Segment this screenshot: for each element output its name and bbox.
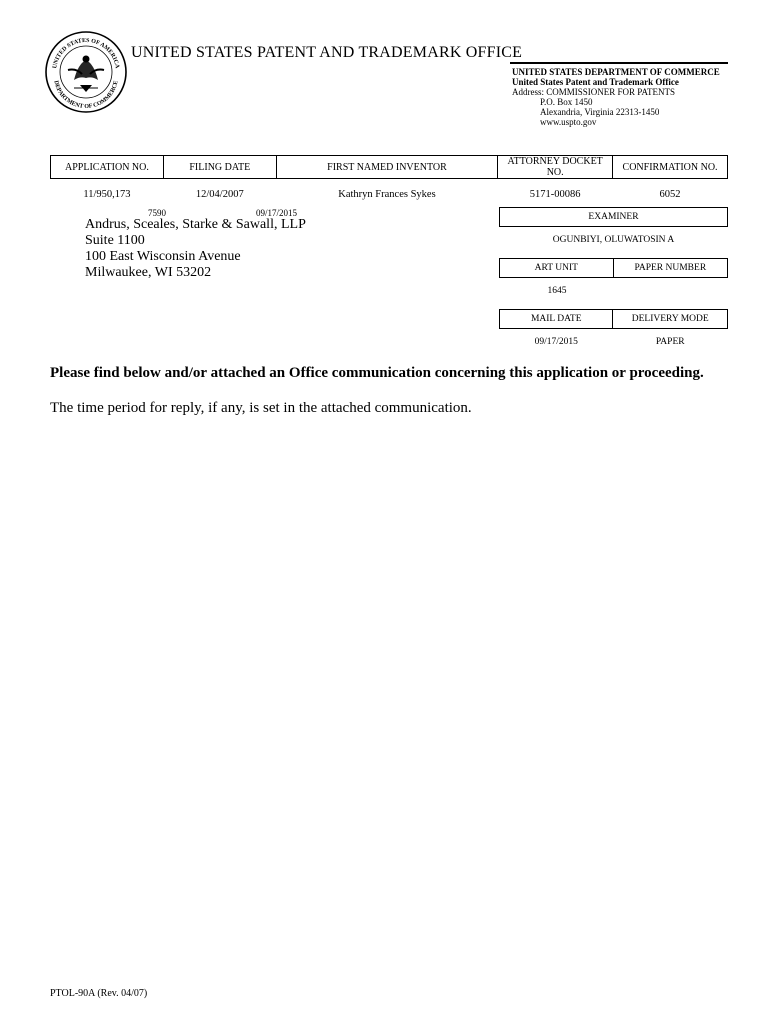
department-address-block xyxy=(512,67,720,127)
header-attorney-docket-no: ATTORNEY DOCKET NO. xyxy=(498,156,613,179)
examiner-header: EXAMINER xyxy=(500,208,728,227)
paper-number-header: PAPER NUMBER xyxy=(613,259,727,278)
art-unit-header: ART UNIT xyxy=(500,259,614,278)
office-communication-notice: Please find below and/or attached an Office communication concerning this application or proceeding. xyxy=(50,365,704,381)
first-named-inventor: Kathryn Frances Sykes xyxy=(338,188,436,200)
agency-name: United States Patent and Trademark Office xyxy=(512,77,679,87)
mail-date-box xyxy=(499,309,728,352)
application-table-value-row xyxy=(51,179,728,207)
address-suite: Suite 1100 xyxy=(85,233,145,248)
seal-ring-text-bottom: DEPARTMENT OF COMMERCE xyxy=(52,80,120,111)
address-street: 100 East Wisconsin Avenue xyxy=(85,249,241,264)
paper-number-value xyxy=(613,278,727,302)
header-application-no: APPLICATION NO. xyxy=(51,156,164,179)
application-table xyxy=(50,155,728,206)
address-city: Milwaukee, WI 53202 xyxy=(85,265,212,280)
form-id: PTOL-90A (Rev. 04/07) xyxy=(50,988,148,999)
delivery-mode-value: PAPER xyxy=(655,337,685,347)
address-label: Address: xyxy=(512,87,544,97)
confirmation-no: 6052 xyxy=(659,188,681,200)
correspondence-address xyxy=(85,217,306,281)
department-name: UNITED STATES DEPARTMENT OF COMMERCE xyxy=(512,67,720,77)
application-no: 11/950,173 xyxy=(83,188,131,200)
mail-date-header: MAIL DATE xyxy=(500,310,613,329)
correspondence-date: 09/17/2015 xyxy=(256,208,298,218)
address-line-3: Alexandria, Virginia 22313-1450 xyxy=(540,107,660,117)
header-first-named-inventor: FIRST NAMED INVENTOR xyxy=(276,156,498,179)
seal-ring-text-top: UNITED STATES OF AMERICA xyxy=(52,37,120,69)
application-table-header-row xyxy=(51,156,728,179)
reply-period-text: The time period for reply, if any, is set in the attached communication. xyxy=(50,400,472,416)
delivery-mode-header: DELIVERY MODE xyxy=(613,310,728,329)
uspto-seal-icon xyxy=(44,30,128,114)
art-unit-value: 1645 xyxy=(547,286,567,296)
title-rule xyxy=(510,62,728,64)
header-confirmation-no: CONFIRMATION NO. xyxy=(613,156,728,179)
examiner-name: OGUNBIYI, OLUWATOSIN A xyxy=(552,235,675,245)
customer-code: 7590 xyxy=(148,208,166,218)
address-line-1: COMMISSIONER FOR PATENTS xyxy=(546,87,675,97)
website: www.uspto.gov xyxy=(540,117,597,127)
art-unit-box xyxy=(499,258,728,301)
header-filing-date: FILING DATE xyxy=(163,156,276,179)
mail-date-value: 09/17/2015 xyxy=(534,337,578,347)
filing-date: 12/04/2007 xyxy=(195,188,244,200)
svg-text:DEPARTMENT OF COMMERCE xyxy=(52,80,119,110)
office-title: UNITED STATES PATENT AND TRADEMARK OFFICE xyxy=(131,44,523,61)
examiner-box xyxy=(499,207,728,250)
address-firm: Andrus, Sceales, Starke & Sawall, LLP xyxy=(85,217,306,232)
attorney-docket-no: 5171-00086 xyxy=(529,188,581,200)
address-line xyxy=(512,87,720,97)
address-line-2: P.O. Box 1450 xyxy=(540,97,593,107)
